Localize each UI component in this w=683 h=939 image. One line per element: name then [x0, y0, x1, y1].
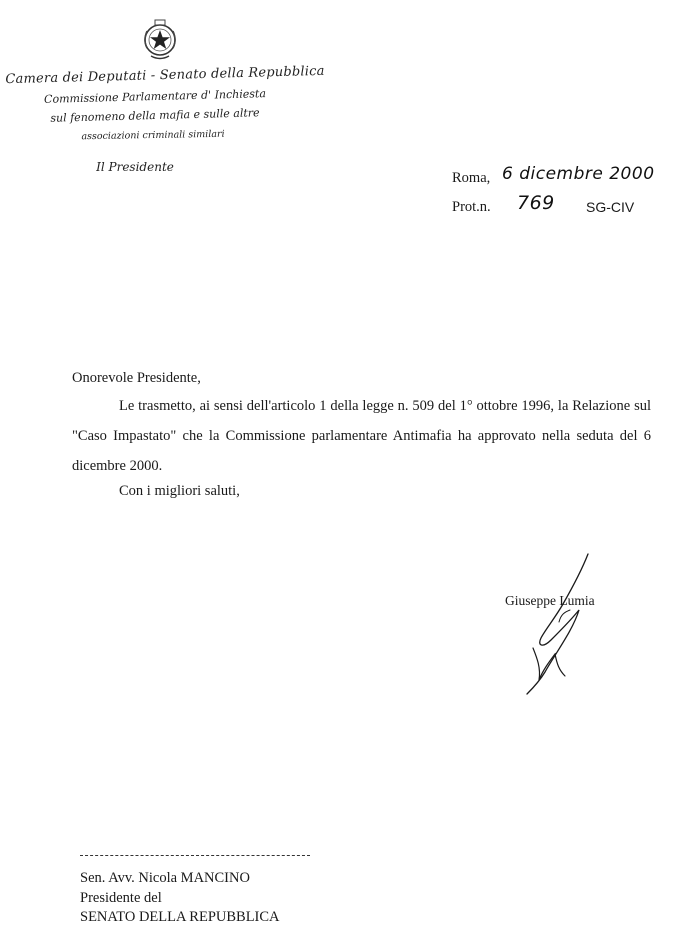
dateline-place: Roma, — [452, 170, 491, 186]
letterhead-line-subject: sul fenomeno della mafia e sulle altre — [50, 106, 260, 125]
letterhead-line-associations: associazioni criminali similari — [81, 128, 225, 143]
protocol-code: SG-CIV — [586, 199, 635, 215]
letterhead-line-president: Il Presidente — [96, 160, 174, 174]
dateline-handwritten-date: 6 dicembre 2000 — [502, 164, 655, 184]
protocol-label: Prot.n. — [452, 199, 491, 215]
italian-republic-emblem-icon — [141, 18, 179, 62]
signatory-name: Giuseppe Lumia — [505, 593, 595, 608]
letter-closing: Con i migliori saluti, — [119, 483, 240, 499]
handwritten-signature-icon — [515, 552, 610, 697]
recipient-institution: SENATO DELLA REPUBBLICA — [80, 909, 280, 925]
separator-rule — [80, 855, 310, 856]
letter-body — [72, 391, 651, 481]
recipient-title: Presidente del — [80, 890, 162, 906]
recipient-name: Sen. Avv. Nicola MANCINO — [80, 870, 250, 886]
letter-paragraph: Le trasmetto, ai sensi dell'articolo 1 della legge n. 509 del 1° ottobre 1996, la Relazione sul "Caso Impastato" che la Commissione parlamentare Antimafia ha approvato nella seduta del 6 dicembre 2000. — [72, 398, 651, 474]
letterhead-line-commission: Commissione Parlamentare d' Inchiesta — [43, 87, 267, 106]
protocol-handwritten-number: 769 — [517, 192, 555, 214]
letterhead-line-parliament: Camera dei Deputati - Senato della Repubblica — [5, 63, 325, 88]
letter-salutation: Onorevole Presidente, — [72, 370, 201, 386]
